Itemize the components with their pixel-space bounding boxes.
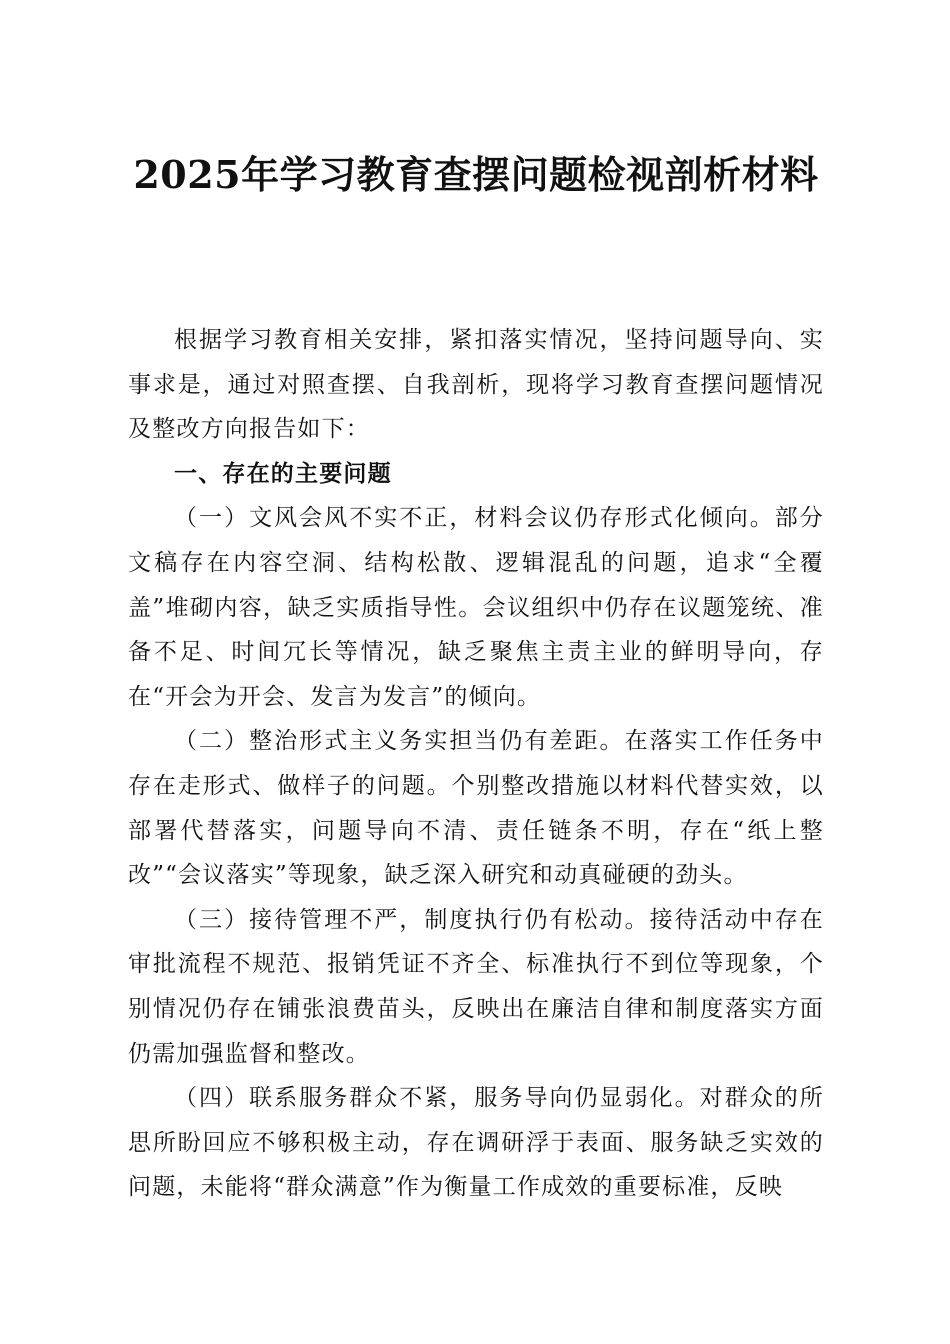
paragraph-1: （一）文风会风不实不正，材料会议仍存形式化倾向。部分文稿存在内容空洞、结构松散、逻辑混乱的问题，追求“全覆盖”堆砌内容，缺乏实质指导性。会议组织中仍存在议题笼统、准备不足、时间冗长等情况，缺乏聚焦主责主业的鲜明导向，存在“开会为开会、发言为发言”的倾向。 xyxy=(128,505,824,710)
paragraph-4: （四）联系服务群众不紧，服务导向仍显弱化。对群众的所思所盼回应不够积极主动，存在调研浮于表面、服务缺乏实效的问题，未能将“群众满意”作为衡量工作成效的重要标准，反映 xyxy=(128,1085,824,1201)
intro-paragraph: 根据学习教育相关安排，紧扣落实情况，坚持问题导向、实事求是，通过对照查摆、自我剖析，现将学习教育查摆问题情况及整改方向报告如下： xyxy=(128,327,824,443)
section-heading: 一、存在的主要问题 xyxy=(174,459,392,487)
document-body xyxy=(128,318,824,1210)
paragraph-2: （二）整治形式主义务实担当仍有差距。在落实工作任务中存在走形式、做样子的问题。个别整改措施以材料代替实效，以部署代替落实，问题导向不清、责任链条不明，存在“纸上整改”“会议落实”等现象，缺乏深入研究和动真碰硬的劲头。 xyxy=(128,728,824,889)
paragraph-3: （三）接待管理不严，制度执行仍有松动。接待活动中存在审批流程不规范、报销凭证不齐全、标准执行不到位等现象，个别情况仍存在铺张浪费苗头，反映出在廉洁自律和制度落实方面仍需加强监督和整改。 xyxy=(128,906,824,1067)
document-title: 2025年学习教育查摆问题检视剖析材料 xyxy=(133,152,819,197)
